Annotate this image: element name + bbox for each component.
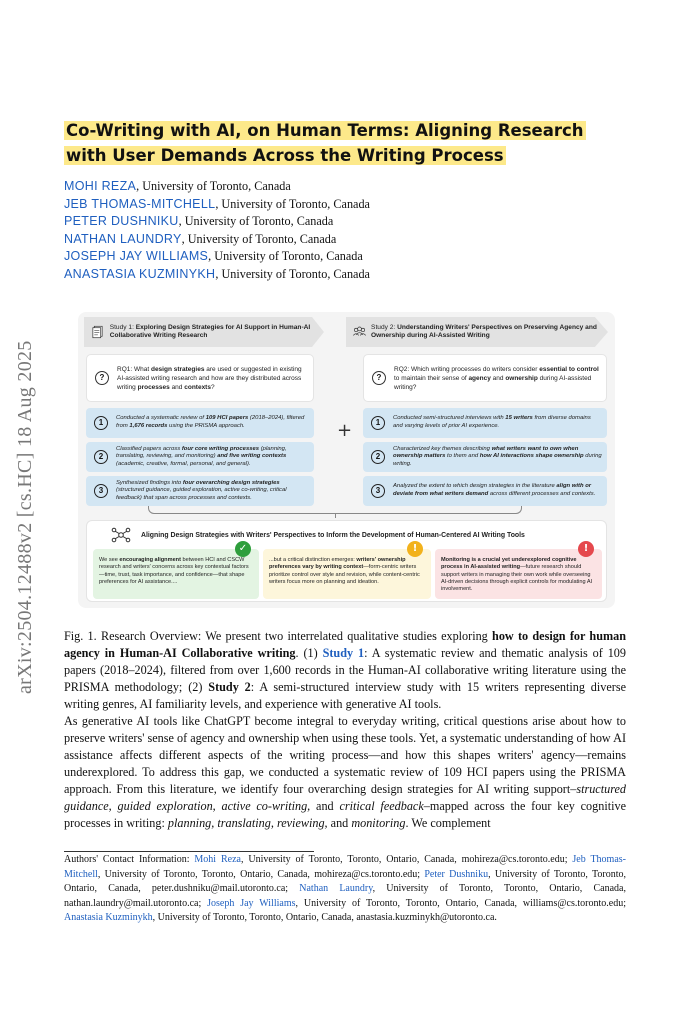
step-number: 3 (94, 484, 108, 498)
check-icon: ✓ (235, 541, 251, 557)
study1-step-1 (86, 408, 314, 438)
merge-bracket-tick (335, 514, 336, 518)
author-affiliation: , University of Toronto, Canada (136, 179, 291, 193)
author-name[interactable]: JOSEPH JAY WILLIAMS (64, 249, 209, 263)
author-entry (64, 266, 370, 284)
step-text: Classified papers across four core writing processes (planning, translating, reviewing, and monitoring) and five writing contexts (academic, creative, formal, personal, and general). (116, 445, 287, 467)
warning-icon: ! (407, 541, 423, 557)
author-name[interactable]: PETER DUSHNIKU (64, 214, 179, 228)
research-overview-figure (78, 312, 615, 608)
author-entry (64, 248, 370, 266)
finding-text: We see encouraging alignment between HCI and CSCW research and writers' concerns across key contextual factors—time, trust, task importance, and confidence—that shape preferences for AI assistance.... (99, 557, 249, 585)
study2-step-1 (363, 408, 607, 438)
study2-step-2 (363, 442, 607, 472)
author-name[interactable]: MOHI REZA (64, 179, 137, 193)
finding-text: ...but a critical distinction emerges: writers' ownership preferences vary by writing context—form-centric writers prioritize control over style and revision, while content-centric writers focus more on planning and ideation. (269, 557, 420, 585)
finding-text: Monitoring is a crucial yet underexplored cognitive process in AI-assisted writing—future research should support writers in managing their own work while overseeing AI-driven decisions through explicit controls for modulating AI involvement. (441, 557, 593, 593)
author-affiliation: , University of Toronto, Canada (181, 231, 337, 246)
step-number: 2 (371, 450, 385, 464)
rq1-text: RQ1: What design strategies are used or suggested in existing AI-assisted writing research and how are they distributed across writing processes and contexts? (117, 365, 302, 391)
author-affiliation: , University of Toronto, Canada (215, 266, 370, 281)
step-number: 3 (371, 484, 385, 498)
author-affiliation: , University of Toronto, Canada (178, 214, 334, 228)
figure-caption: Fig. 1. Research Overview: We present two interrelated qualitative studies exploring how to design for human agency in Human-AI Collaborative writing. (1) Study 1: A systematic review and thematic analysis of 109 papers (2018–2024), filtered from over 1,600 records in the Human-AI collaborative writing literature using the PRISMA methodology; (2) Study 2: A semi-structured interview study with 15 writers representing diverse writing genres, AI familiarity levels, and experience with generative AI tools. (64, 629, 627, 711)
author-name[interactable]: ANASTASIA KUZMINYKH (64, 266, 216, 281)
study2-header-text: Study 2: Understanding Writers' Perspectives on Preserving Agency and Ownership during AI-Assisted Writing (371, 323, 597, 339)
author-link[interactable]: Jeb Thomas-Mitchell (64, 854, 626, 880)
author-link[interactable]: Nathan Laundry (299, 883, 373, 894)
step-text: Synthesized findings into four overarching design strategies (structured guidance, guided exploration, active co-writing, critical feedback) that span across processes and contexts. (116, 479, 287, 501)
merge-bracket (148, 506, 522, 514)
author-entry (64, 213, 370, 231)
study1-link[interactable]: Study 1 (322, 646, 365, 660)
step-text: Characterized key themes describing what writers want to own when ownership matters to them and how AI interactions shape ownership during writing. (393, 445, 602, 467)
rq1-box (86, 354, 314, 402)
step-text: Conducted semi-structured interviews with 15 writers from diverse domains and varying levels of prior AI experience. (393, 415, 591, 429)
author-link[interactable]: Peter Dushniku (424, 868, 489, 880)
paper-title (64, 118, 624, 168)
author-name[interactable]: JEB THOMAS-MITCHELL (64, 196, 216, 211)
step-number: 1 (371, 416, 385, 430)
network-icon (111, 527, 131, 543)
step-text: Analyzed the extent to which design strategies in the literature align with or deviate from what writers demand across different processes and contexts. (393, 483, 596, 497)
title-line-1: Co-Writing with AI, on Human Terms: Aligning Research (66, 121, 584, 140)
author-entry (64, 231, 370, 249)
question-icon: ? (95, 371, 109, 385)
rq2-box (363, 354, 607, 402)
abstract-paragraph: As generative AI tools like ChatGPT become integral to everyday writing, critical questions arise about how to preserve writers' sense of agency and ownership when using these tools. Yet, a systematic understanding of how AI assistance affects different aspects of the writing process—and how this shapes writers' agency—remains underexplored. To address this gap, we conducted a systematic review of 109 HCI papers using the PRISMA approach. From this literature, we identify four overarching design strategies for AI writing support–structured guidance, guided exploration, active co-writing, and critical feedback–mapped across the four key cognitive processes in writing: planning, translating, reviewing, and monitoring. We complement (64, 714, 627, 830)
study1-header (84, 317, 324, 347)
alert-icon: ! (578, 541, 594, 557)
study1-step-2 (86, 442, 314, 472)
study1-header-text: Study 1: Exploring Design Strategies for AI Support in Human-AI Collaborative Writing Research (109, 323, 311, 339)
author-entry (64, 196, 370, 214)
step-number: 1 (94, 416, 108, 430)
author-list (64, 178, 370, 283)
author-link[interactable]: Joseph Jay Williams (207, 897, 296, 909)
alignment-title: Aligning Design Strategies with Writers' Perspectives to Inform the Development of Human-Centered AI Writing Tools (111, 527, 525, 543)
study1-step-3 (86, 476, 314, 506)
author-contact-footnote: Authors' Contact Information: Mohi Reza, University of Toronto, Toronto, Ontario, Canada, mohireza@cs.toronto.edu; Jeb Thomas-Mitchell, University of Toronto, Toronto, Ontario, Canada, mohireza@cs.toronto.edu; Peter Dushniku, University of Toronto, Toronto, Ontario, Canada, peter.dushniku@mail.utoronto.ca; Nathan Laundry, University of Toronto, Toronto, Ontario, Canada, nathan.laundry@mail.utoronto.ca; Joseph Jay Williams, University of Toronto, Toronto, Ontario, Canada, williams@cs.toronto.edu; Anastasia Kuzminykh, University of Toronto, Toronto, Ontario, Canada, anastasia.kuzminykh@utoronto.ca. (64, 854, 626, 923)
author-name[interactable]: NATHAN LAUNDRY (64, 231, 182, 246)
study2-step-3 (363, 476, 607, 506)
arxiv-identifier: arXiv:2504.12488v2 [cs.HC] 18 Aug 2025 (14, 340, 36, 694)
document-stack-icon (90, 321, 106, 343)
study2-header (346, 317, 608, 347)
rq2-text: RQ2: Which writing processes do writers consider essential to control to maintain their sense of agency and ownership during AI-assisted writing? (394, 365, 599, 391)
alignment-box (86, 520, 607, 602)
finding-monitoring (435, 543, 602, 599)
finding-alignment (93, 543, 259, 599)
title-line-2: with User Demands Across the Writing Process (66, 146, 504, 165)
author-entry (64, 178, 370, 196)
author-link[interactable]: Mohi Reza (194, 854, 241, 865)
people-group-icon (352, 321, 367, 343)
footnote-divider (64, 851, 314, 852)
step-number: 2 (94, 450, 108, 464)
step-text: Conducted a systematic review of 109 HCI papers (2018–2024), filtered from 1,676 records using the PRISMA approach. (116, 415, 305, 429)
plus-symbol: + (337, 420, 353, 441)
author-link[interactable]: Anastasia Kuzminykh (64, 912, 153, 923)
finding-distinction (263, 543, 431, 599)
author-affiliation: , University of Toronto, Canada (208, 249, 363, 263)
author-affiliation: , University of Toronto, Canada (215, 196, 370, 211)
question-icon: ? (372, 371, 386, 385)
